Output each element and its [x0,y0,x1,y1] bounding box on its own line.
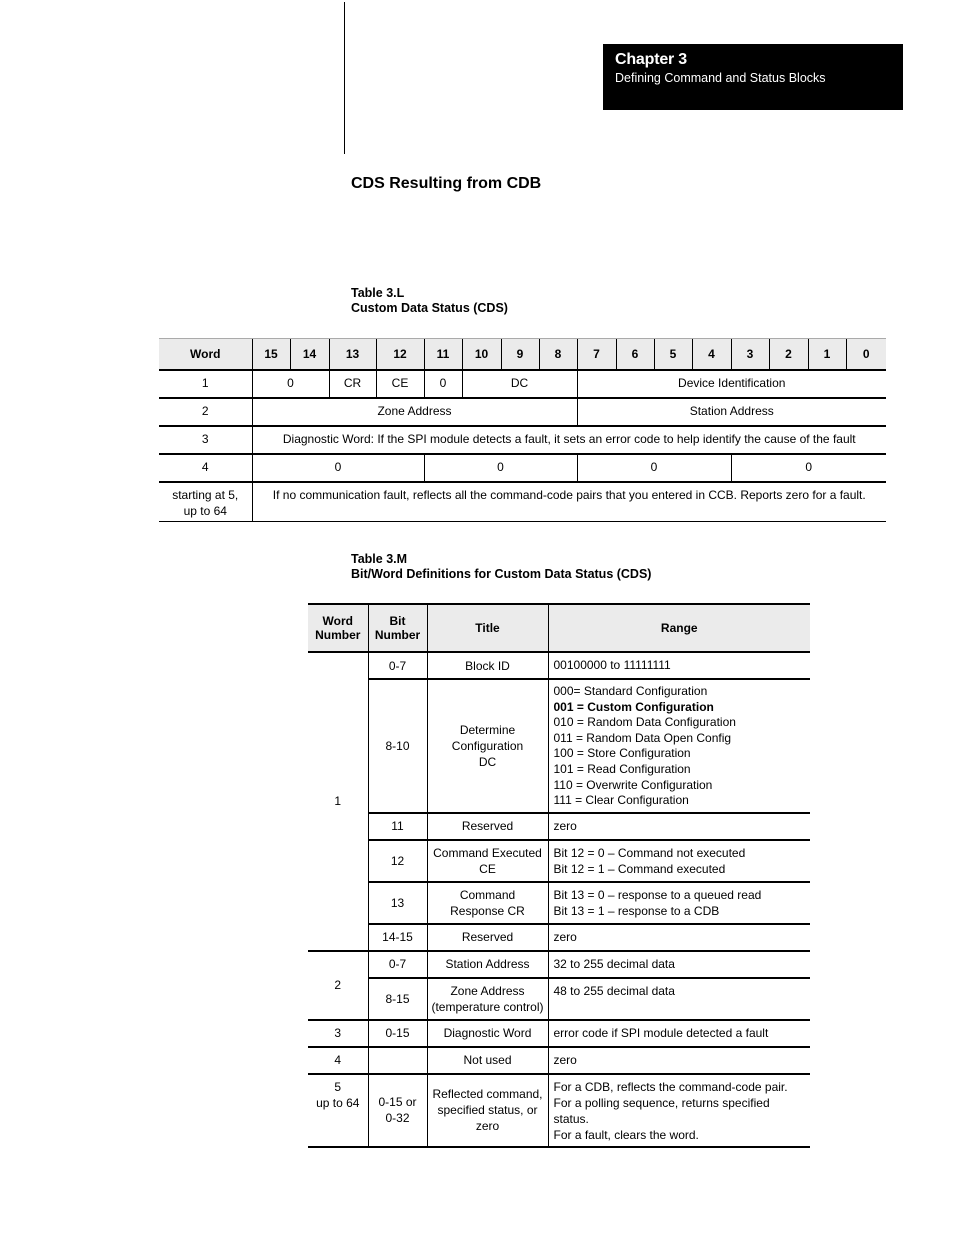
chapter-title: Chapter 3 [615,51,687,68]
data-cell: 0 [424,454,577,482]
title-line: CE [479,861,496,876]
data-cell: 0 [252,370,329,398]
table-m-title: Bit/Word Definitions for Custom Data Status (CDS) [351,567,652,581]
word-cell: 1 [159,370,252,398]
word-cell: 3 [159,426,252,454]
range-line: For a fault, clears the word. [553,1127,699,1142]
title-cell [427,1074,548,1147]
margin-rule [344,2,345,154]
title-cell [427,978,548,1020]
range-cell: 48 to 255 decimal data [548,978,810,1020]
word-cell: 1 [308,652,368,951]
title-line: (temperature control) [431,999,544,1014]
range-line: Bit 12 = 1 – Command executed [553,861,726,876]
header-line: Number [374,628,421,642]
table-row [308,840,810,882]
title-line: Configuration [451,738,524,753]
data-cell: 0 [731,454,886,482]
bit-cell: 0-7 [368,951,427,978]
range-line: Bit 13 = 0 – response to a queued read [553,887,762,902]
title-cell: Reserved [427,813,548,840]
header-cell: 8 [539,339,577,371]
word-cell [308,1074,368,1147]
table-row [159,426,886,454]
word-cell: 2 [159,398,252,426]
range-line: For a CDB, reflects the command-code pair. [553,1079,788,1094]
bit-cell: 11 [368,813,427,840]
table-m-caption [351,552,651,582]
data-cell: If no communication fault, reflects all the command-code pairs that you entered in CCB. Reports zero for a fault. [252,482,886,522]
word-line: 5 [334,1079,342,1094]
range-line: 001 = Custom Configuration [553,699,714,714]
header-cell: 9 [501,339,539,371]
table-l-caption [351,286,508,316]
data-cell: Station Address [577,398,886,426]
header-cell: 10 [462,339,501,371]
data-cell: CE [376,370,424,398]
section-heading: CDS Resulting from CDB [351,175,542,192]
word-cell: 4 [159,454,252,482]
title-line: zero [475,1119,500,1134]
bit-cell: 8-15 [368,978,427,1020]
table-l-title: Custom Data Status (CDS) [351,301,508,315]
title-line: Reflected command, [432,1087,543,1102]
word-line: up to 64 [183,504,227,518]
title-line: Determine [459,722,516,737]
title-line: Zone Address [450,983,525,998]
title-cell [427,882,548,924]
header-cell: 3 [731,339,769,371]
header-cell: 6 [616,339,654,371]
title-line: Command Executed [433,845,542,860]
data-cell: Device Identification [577,370,886,398]
header-title: Title [427,604,548,652]
bit-cell: 0-7 [368,652,427,679]
table-row [308,978,810,1020]
custom-data-status-table [159,338,886,522]
range-line: Bit 12 = 0 – Command not executed [553,845,746,860]
table-row [159,370,886,398]
data-cell: CR [329,370,376,398]
bit-line: 0-32 [385,1111,410,1126]
title-line: Command [459,887,516,902]
word-cell: 4 [308,1047,368,1074]
title-cell: Station Address [427,951,548,978]
header-cell: 14 [290,339,329,371]
header-cell: 11 [424,339,462,371]
word-cell [159,482,252,522]
range-line: 000= Standard Configuration [553,684,708,698]
header-cell: 4 [692,339,731,371]
table-row [308,652,810,679]
bit-cell: 8-10 [368,679,427,813]
bit-cell [368,1047,427,1074]
header-cell: 1 [808,339,846,371]
bit-line: 0-15 or [378,1095,417,1110]
table-row [159,454,886,482]
word-line: starting at 5, [172,488,239,502]
data-cell: 0 [424,370,462,398]
header-bit-number [368,604,427,652]
range-cell: zero [548,813,810,840]
header-cell: Word [159,339,252,371]
table-row [308,1074,810,1147]
table-row [308,1020,810,1047]
header-range: Range [548,604,810,652]
header-cell: 0 [846,339,886,371]
range-cell [548,1074,810,1147]
data-cell: Diagnostic Word: If the SPI module detects a fault, it sets an error code to help identify the cause of the fault [252,426,886,454]
header-cell: 15 [252,339,290,371]
word-line: up to 64 [316,1095,360,1110]
bit-cell: 13 [368,882,427,924]
table-row [308,924,810,951]
header-word-number [308,604,368,652]
header-line: Number [315,628,361,642]
header-cell: 13 [329,339,376,371]
word-cell: 3 [308,1020,368,1047]
bit-cell: 12 [368,840,427,882]
header-line: Word [322,614,353,628]
data-cell: Zone Address [252,398,577,426]
title-line: specified status, or [437,1103,538,1118]
title-cell: Block ID [427,652,548,679]
range-cell [548,679,810,813]
word-cell: 2 [308,951,368,1020]
range-line: 110 = Overwrite Configuration [553,777,713,792]
bit-cell [368,1074,427,1147]
range-line: 010 = Random Data Configuration [553,715,736,730]
title-cell [427,679,548,813]
range-cell: zero [548,1047,810,1074]
range-line: 100 = Store Configuration [553,746,691,761]
data-cell: 0 [252,454,424,482]
range-cell: 32 to 255 decimal data [548,951,810,978]
table-row [159,398,886,426]
table-row [308,813,810,840]
title-cell [427,840,548,882]
table-row [308,1047,810,1074]
header-cell: 12 [376,339,424,371]
range-cell [548,840,810,882]
header-cell: 7 [577,339,616,371]
header-cell: 2 [769,339,808,371]
data-cell: 0 [577,454,731,482]
range-line: For a polling sequence, returns specified status. [553,1095,770,1126]
table-header-row [159,339,886,371]
table-header-row [308,604,810,652]
table-row [308,882,810,924]
title-line: Response CR [450,903,525,918]
table-row [308,951,810,978]
bit-cell: 14-15 [368,924,427,951]
range-line: 101 = Read Configuration [553,761,691,776]
range-cell: 00100000 to 11111111 [548,652,810,679]
range-cell: zero [548,924,810,951]
table-m-number: Table 3.M [351,552,408,566]
table-row [308,679,810,813]
table-l-number: Table 3.L [351,286,405,300]
range-cell [548,882,810,924]
title-line: DC [478,754,497,769]
bit-cell: 0-15 [368,1020,427,1047]
range-line: 011 = Random Data Open Config [553,730,732,745]
chapter-header [603,44,903,110]
header-cell: 5 [654,339,692,371]
range-cell: error code if SPI module detected a fault [548,1020,810,1047]
title-cell: Diagnostic Word [427,1020,548,1047]
range-line: Bit 13 = 1 – response to a CDB [553,903,720,918]
title-cell: Reserved [427,924,548,951]
chapter-subtitle: Defining Command and Status Blocks [615,71,826,85]
bit-word-definitions-table [308,603,810,1148]
header-line: Bit [389,614,406,628]
title-cell: Not used [427,1047,548,1074]
data-cell: DC [462,370,577,398]
table-row [159,482,886,522]
range-line: 111 = Clear Configuration [553,793,689,808]
